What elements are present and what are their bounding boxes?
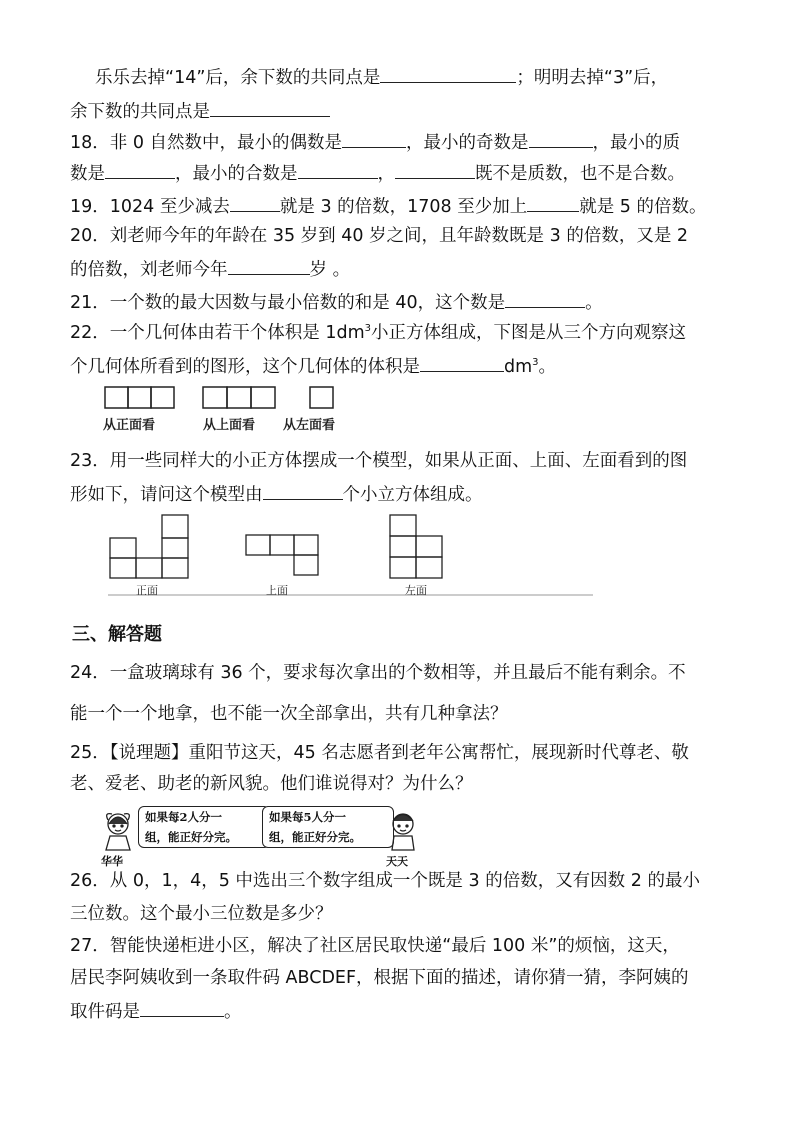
q23-front-cell [110,538,136,558]
q18-blank-composite[interactable] [298,160,378,179]
q22-front-cell-2 [128,387,151,408]
q23-top-cell [246,535,270,555]
q23-caption-top: 上面 [266,584,288,597]
q23-front-cell [136,558,162,578]
section-heading: 三、解答题 [72,624,162,645]
q23-left-cell [416,557,442,578]
q23-caption-front: 正面 [136,584,158,597]
q27-line1: 27．智能快递柜进小区，解决了社区居民取快递“最后 100 米”的烦恼，这天， [70,936,680,956]
q23-left-cell [390,515,416,536]
q20-blank-age[interactable] [228,256,310,275]
q22-caption-left: 从左面看 [283,418,336,433]
q23-front-cell [162,558,188,578]
q26-line1: 26．从 0，1，4，5 中选出三个数字组成一个既是 3 的倍数，又有因数 2 的最小 [70,871,700,891]
boy-tiantian-icon [386,808,420,852]
q24-line2: 能一个一个地拿，也不能一次全部拿出，共有几种拿法？ [70,704,508,724]
girl-huahua-icon [100,808,136,852]
q23-left-cell [390,557,416,578]
q27-line3: 取件码是 。 [70,998,242,1024]
q25-line2: 老、爱老、助老的新风貌。他们谁说得对？为什么？ [70,774,473,794]
name-tiantian: 天天 [386,855,408,868]
q22-front-cell-1 [105,387,128,408]
q24-line1: 24．一盒玻璃球有 36 个，要求每次拿出的个数相等，并且最后不能有剩余。不 [70,663,686,683]
q22-caption-front: 从正面看 [103,418,156,433]
q22-left-cell-1 [310,387,333,408]
q19-blank-add[interactable] [527,193,579,212]
q18-blank-neither[interactable] [395,160,475,179]
q23-top-cell [270,535,294,555]
q18-line2: 数是 ，最小的合数是 ， 既不是质数，也不是合数。 [70,160,685,186]
q18-blank-odd[interactable] [529,129,593,148]
q26-line2: 三位数。这个最小三位数是多少？ [70,904,333,924]
name-huahua: 华华 [101,855,123,868]
q17-line1: 乐乐去掉“14”后，余下数的共同点是 ；明明去掉“3”后， [95,64,668,90]
q22-front-cell-3 [151,387,174,408]
q18-blank-even[interactable] [342,129,406,148]
q19-line: 19．1024 至少减去 就是 3 的倍数，1708 至少加上 就是 5 的倍数。 [70,193,707,219]
q23-left-cell [390,536,416,557]
q22-blank-volume[interactable] [420,353,504,372]
q22-views-figure [104,386,364,412]
q23-views-figure [108,510,598,600]
q23-top-cell [294,535,318,555]
q23-top-cell [294,555,318,575]
q17-answer-blank-2[interactable] [210,98,330,117]
q22-caption-top: 从上面看 [203,418,256,433]
q22-top-cell-2 [227,387,251,408]
q22-line1: 22．一个几何体由若干个体积是 $1dm^3$小正方体组成，下图是从三个方向观察这 [70,323,686,343]
q23-line1: 23．用一些同样大的小正方体摆成一个模型，如果从正面、上面、左面看到的图 [70,451,688,471]
q27-line2: 居民李阿姨收到一条取件码 ABCDEF，根据下面的描述，请你猜一猜，李阿姨的 [70,968,689,988]
q25-line1: 25．【说理题】重阳节这天，45 名志愿者到老年公寓帮忙，展现新时代尊老、敬 [70,743,689,763]
q20-line2: 的倍数，刘老师今年 岁 。 [70,256,350,282]
speech-bubble-tiantian: 如果每5人分一 组，能正好分完。 [262,806,394,848]
q23-front-cell [162,538,188,558]
q18-blank-prime[interactable] [105,160,175,179]
q20-line1: 20．刘老师今年的年龄在 35 岁到 40 岁之间，且年龄数既是 3 的倍数，又是 2 [70,226,689,246]
q23-caption-left: 左面 [405,584,427,597]
q17-line2: 余下数的共同点是 [70,98,330,124]
speech-bubble-huahua: 如果每2人分一 组，能正好分完。 [138,806,270,848]
q21-line: 21．一个数的最大因数与最小倍数的和是 40，这个数是 。 [70,289,603,315]
q23-front-cell [162,515,188,538]
q23-front-cell [110,558,136,578]
q19-blank-subtract[interactable] [230,193,280,212]
q23-blank-count[interactable] [263,481,343,500]
q18-line1: 18．非 0 自然数中，最小的偶数是 ，最小的奇数是 ，最小的质 [70,129,680,155]
q22-line2: 个几何体所看到的图形，这个几何体的体积是 $dm^3$。 [70,353,556,379]
q21-blank[interactable] [505,289,585,308]
q23-left-cell [416,536,442,557]
q23-line2: 形如下，请问这个模型由 个小立方体组成。 [70,481,483,507]
q22-top-cell-3 [251,387,275,408]
q27-blank-code[interactable] [140,998,224,1017]
q22-top-cell-1 [203,387,227,408]
q17-answer-blank-1[interactable] [380,64,516,83]
